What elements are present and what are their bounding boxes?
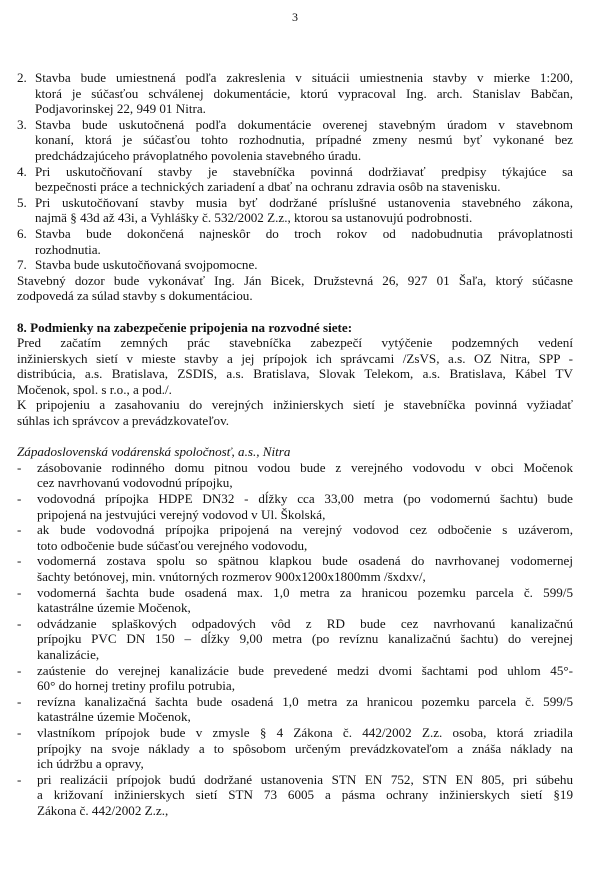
dash-bullet: - — [17, 553, 22, 569]
text-line: súhlas ich správcov a prevádzkovateľov. — [17, 413, 230, 429]
item-number: 5. — [17, 194, 27, 210]
text-line: katastrálne územie Močenok, — [37, 709, 191, 725]
bullet-item — [17, 460, 573, 491]
dash-bullet: - — [17, 771, 22, 787]
text-line: odvádzanie splaškových odpadových vôd z RD bude cez navrhovanú kanalizačnú — [37, 615, 573, 631]
text-line: Pred začatím zemných prác stavebníčka zabezpečí vytýčenie podzemných vedení — [17, 335, 573, 351]
dash-bullet: - — [17, 491, 22, 507]
text-line: prípojky na svoje náklady a to spôsobom určeným prevádzkovateľom a znáša náklady na — [37, 740, 573, 756]
text-line: K pripojeniu a zasahovaniu do verejných inžinierskych sietí je stavebníčka povinná vyžiadať — [17, 397, 573, 413]
bullet-list — [17, 460, 573, 819]
dash-bullet: - — [17, 724, 22, 740]
document-body — [17, 70, 573, 819]
bullet-item — [17, 663, 573, 694]
text-line: Stavba bude dokončená najneskôr do troch rokov od nadobudnutia právoplatnosti — [35, 225, 573, 241]
bullet-item — [17, 553, 573, 584]
text-line: cez navrhovanú vodovodnú prípojku, — [37, 475, 233, 491]
bullet-item — [17, 772, 573, 819]
dash-bullet: - — [17, 584, 22, 600]
item-number: 6. — [17, 225, 27, 241]
text-line: distribúcia, a.s. Bratislava, ZSDIS, a.s. Bratislava, Slovak Telekom, a.s. Bratislava, Kábel TV — [17, 366, 573, 382]
list-item — [17, 70, 573, 117]
text-line: katastrálne územie Močenok, — [37, 600, 191, 616]
text-line: prípojku PVC DN 150 – dĺžky 9,00 metra (po revíznu kanalizačnú šachtu) do verejnej — [37, 631, 573, 647]
text-line: revízna kanalizačná šachta bude osadená 1,0 metra za hranicou pozemku parcela č. 599/5 — [37, 693, 573, 709]
text-line: kanalizácie, — [37, 646, 100, 662]
section-heading: 8. Podmienky na zabezpečenie pripojenia na rozvodné siete: — [17, 319, 353, 335]
text-line: zaústenie do verejnej kanalizácie bude prevedené medzi dvomi šachtami pod uhlom 45°- — [37, 662, 573, 678]
list-item — [17, 164, 573, 195]
dash-bullet: - — [17, 522, 22, 538]
text-line: ich údržbu a opravy, — [37, 756, 144, 772]
construction-supervision-paragraph — [17, 273, 573, 304]
text-line: Pri uskutočňovaní stavby musia byť dodržané príslušné ustanovenia stavebného zákona, — [35, 194, 573, 210]
text-line: bezpečnosti práce a technických zariadení a dbať na ochranu zdravia osôb na stavenisku. — [35, 179, 501, 195]
section-paragraph — [17, 397, 573, 428]
text-line: Stavebný dozor bude vykonávať Ing. Ján Bicek, Družstevná 26, 927 01 Šaľa, ktorý súčasne — [17, 272, 573, 288]
bullet-item — [17, 585, 573, 616]
text-line: zodpovedá za súlad stavby s dokumentáciou. — [17, 288, 253, 304]
text-line: Pri uskutočňovaní stavby je stavebníčka povinná dodržiavať predpisy týkajúce sa — [35, 163, 573, 179]
text-line: Močenok, spol. s r.o., a pod./. — [17, 381, 172, 397]
list-item — [17, 257, 573, 273]
list-item — [17, 117, 573, 164]
text-line: pripojená na jestvujúci verejný vodovod v Ul. Školská, — [37, 506, 326, 522]
text-line: rozhodnutia. — [35, 241, 101, 257]
text-line: pri realizácii prípojok budú dodržané ustanovenia STN EN 752, STN EN 805, pri súbehu — [37, 771, 573, 787]
text-line: predchádzajúceho právoplatného povolenia stavebného úradu. — [35, 147, 362, 163]
text-line: zásobovanie rodinného domu pitnou vodou bude z verejného vodovodu v obci Močenok — [37, 459, 573, 475]
bullet-item — [17, 725, 573, 772]
text-line: vodovodná prípojka HDPE DN32 - dĺžky cca 33,00 metra (po vodomernú šachtu) bude — [37, 491, 573, 507]
text-line: vodomerná zostava spolu so spätnou klapkou bude osadená do navrhovanej vodomernej — [37, 553, 573, 569]
item-number: 3. — [17, 116, 27, 132]
list-item — [17, 195, 573, 226]
bullet-item — [17, 616, 573, 663]
text-line: Stavba bude uskutočnená podľa dokumentácie overenej stavebným úradom v stavebnom — [35, 116, 573, 132]
dash-bullet: - — [17, 615, 22, 631]
text-line: Zákona č. 442/2002 Z.z., — [37, 802, 169, 818]
text-line: šachty betónovej, min. vnútorných rozmerov 900x1200x1800mm /šxdxv/, — [37, 569, 426, 584]
dash-bullet: - — [17, 693, 22, 709]
text-line: vodomerná šachta bude osadená max. 1,0 metra za hranicou pozemku parcela č. 599/5 — [37, 584, 573, 600]
bullet-item — [17, 522, 573, 553]
text-line: vlastníkom prípojok bude v zmysle § 4 Zákona č. 442/2002 Z.z. osoba, ktorá zriadila — [37, 724, 573, 740]
dash-bullet: - — [17, 459, 22, 475]
text-line: toto odbočenie bude súčasťou verejného vodovodu, — [37, 537, 308, 553]
bullet-item — [17, 491, 573, 522]
item-number: 7. — [17, 257, 27, 273]
text-line: Stavba bude uskutočňovaná svojpomocne. — [35, 257, 258, 273]
subsection-heading: Západoslovenská vodárenská spoločnosť, a.s., Nitra — [17, 444, 291, 460]
item-number: 4. — [17, 163, 27, 179]
text-line: inžinierskych sietí v mieste stavby a jej prípojok ich správcami /ZsVS, a.s. OZ Nitra, SPP - — [17, 350, 573, 366]
item-number: 2. — [17, 70, 27, 85]
numbered-list — [17, 70, 573, 273]
list-item — [17, 226, 573, 257]
text-line: ak bude vodovodná prípojka pripojená na verejný vodovod cez odbočenie s uzáverom, — [37, 522, 573, 538]
text-line: Podjavorinskej 22, 949 01 Nitra. — [35, 101, 206, 117]
text-line: a križovaní inžinierskych sietí STN 73 6005 a pásma ochrany inžinierskych sietí §19 — [37, 787, 573, 803]
text-line: konaní, ktorá je súčasťou tohto rozhodnutia, prípadné zmeny nesmú byť vykonané bez — [35, 132, 573, 148]
page-number: 3 — [292, 10, 298, 24]
dash-bullet: - — [17, 662, 22, 678]
text-line: ktorá je súčasťou schválenej dokumentácie, ktorú vypracoval Ing. arch. Stanislav Babčan, — [35, 85, 573, 101]
section-paragraph — [17, 335, 573, 397]
bullet-item — [17, 694, 573, 725]
text-line: najmä § 43d až 43i, a Vyhlášky č. 532/2002 Z.z., ktorou sa ustanovujú podrobnosti. — [35, 210, 473, 226]
text-line: Stavba bude umiestnená podľa zakreslenia v situácii umiestnenia stavby v mierke 1:200, — [35, 70, 573, 85]
text-line: 60° do hornej tretiny profilu potrubia, — [37, 678, 235, 694]
